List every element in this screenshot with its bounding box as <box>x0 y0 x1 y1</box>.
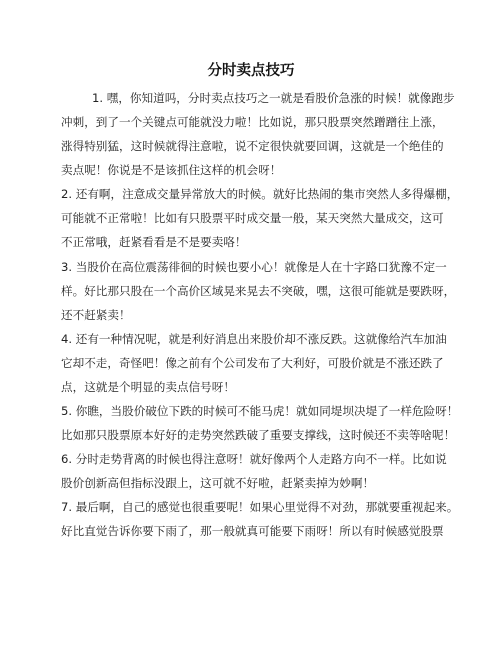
paragraph-1-line-1: 1. 嘿，你知道吗，分时卖点技巧之一就是看股价急涨的时候！就像跑步 <box>92 91 455 105</box>
paragraph-3-line-2: 样。好比那只股在一个高价区域晃来晃去不突破，嘿，这很可能就是要跌呀， <box>61 284 456 298</box>
paragraph-4-line-2: 它却不走，奇怪吧！像之前有个公司发布了大利好，可股价就是不涨还跌了 <box>61 356 444 370</box>
document-title: 分时卖点技巧 <box>207 63 295 79</box>
paragraph-2-line-2: 可能就不正常啦！比如有只股票平时成交量一般，某天突然大量成交，这可 <box>61 211 444 225</box>
paragraph-2-line-3: 不正常哦，赶紧看看是不是要卖咯！ <box>61 235 247 249</box>
paragraph-2-line-1: 2. 还有啊，注意成交量异常放大的时候。就好比热闹的集市突然人多得爆棚， <box>61 187 459 201</box>
paragraph-5-line-2: 比如那只股票原本好好的走势突然跌破了重要支撑线，这时候还不卖等啥呢！ <box>61 428 456 442</box>
paragraph-4-line-1: 4. 还有一种情况呢，就是利好消息出来股价却不涨反跌。这就像给汽车加油 <box>61 332 447 346</box>
paragraph-3-line-1: 3. 当股价在高位震荡徘徊的时候也要小心！就像是人在十字路口犹豫不定一 <box>61 260 447 274</box>
paragraph-1-line-2: 冲刺，到了一个关键点可能就没力啦！比如说，那只股票突然蹭蹭往上涨， <box>61 115 444 129</box>
paragraph-1-line-3: 涨得特别猛，这时候就得注意啦，说不定很快就要回调，这就是一个绝佳的 <box>61 139 444 153</box>
paragraph-3-line-3: 还不赶紧卖！ <box>61 308 131 322</box>
paragraph-1-line-4: 卖点呢！你说是不是该抓住这样的机会呀！ <box>61 163 282 177</box>
paragraph-6-line-1: 6. 分时走势背离的时候也得注意呀！就好像两个人走路方向不一样。比如说 <box>61 452 447 466</box>
paragraph-7-line-1: 7. 最后啊，自己的感觉也很重要呢！如果心里觉得不对劲，那就要重视起来。 <box>61 500 459 514</box>
paragraph-6-line-2: 股价创新高但指标没跟上，这可就不好啦，赶紧卖掉为妙啊！ <box>61 476 375 490</box>
paragraph-5-line-1: 5. 你瞧，当股价破位下跌的时候可不能马虎！就如同堤坝决堤了一样危险呀！ <box>61 404 459 418</box>
paragraph-4-line-3: 点，这就是个明显的卖点信号呀！ <box>61 380 235 394</box>
paragraph-7-line-2: 好比直觉告诉你要下雨了，那一般就真可能要下雨呀！所以有时候感觉股票 <box>61 524 444 538</box>
